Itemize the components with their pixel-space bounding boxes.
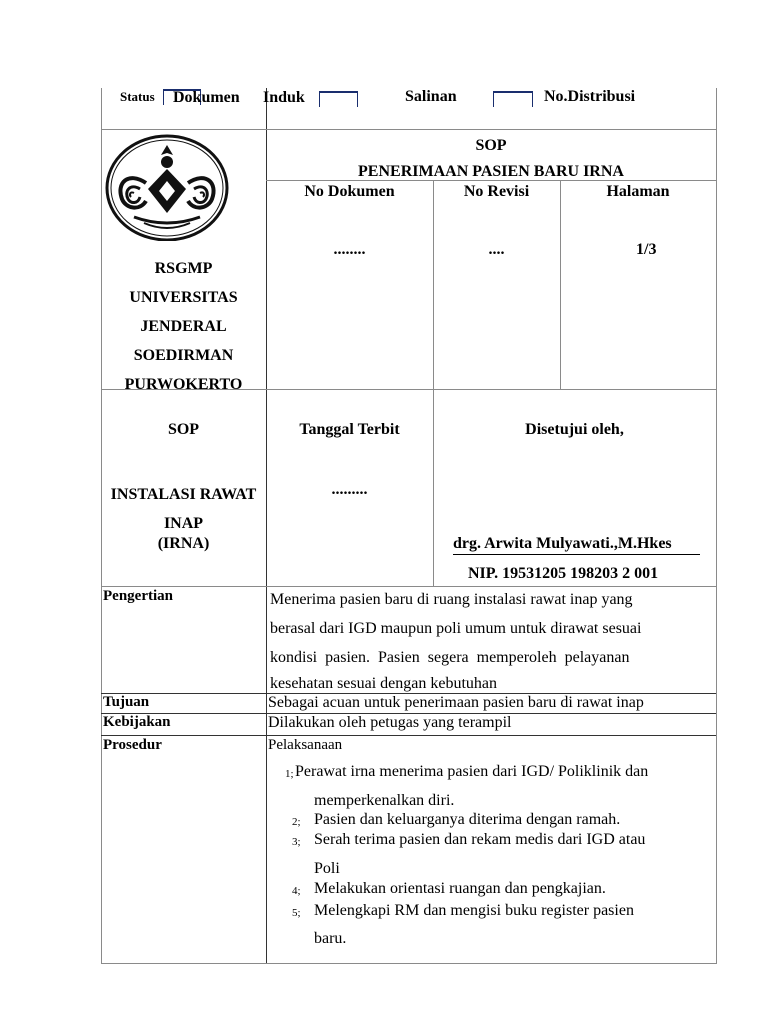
sop-label: SOP	[475, 137, 507, 154]
university-logo-icon	[104, 131, 234, 241]
unit-line: INSTALASI RAWAT	[110, 486, 257, 503]
institution-line: PURWOKERTO	[124, 376, 243, 393]
step-text: Melakukan orientasi ruangan dan pengkajian.	[314, 880, 606, 897]
institution-line: UNIVERSITAS	[129, 289, 238, 306]
unit-abbreviation: (IRNA)	[157, 535, 210, 552]
pengertian-text	[270, 585, 714, 696]
institution-name	[101, 254, 266, 399]
step-text: Perawat irna menerima pasien dari IGD/ Poliklinik dan	[295, 763, 649, 780]
pengertian-line: kesehatan sesuai dengan kebutuhan	[270, 675, 498, 692]
dokumen-label: Dokumen	[173, 89, 240, 106]
document-title: PENERIMAAN PASIEN BARU IRNA	[358, 163, 624, 180]
step-number: 5;	[292, 907, 301, 919]
halaman-value: 1/3	[636, 241, 657, 258]
step-text-continued: Poli	[314, 860, 340, 877]
salinan-label: Salinan	[405, 88, 457, 105]
step-text-continued: baru.	[314, 930, 347, 947]
unit-name	[101, 480, 266, 538]
prosedur-label: Prosedur	[103, 737, 162, 753]
step-number: 2;	[292, 816, 301, 828]
kebijakan-text: Dilakukan oleh petugas yang terampil	[268, 714, 512, 731]
pengertian-line: Menerima pasien baru di ruang instalasi rawat inap yang	[270, 591, 633, 608]
university-logo	[104, 131, 234, 241]
step-number: 4;	[292, 885, 301, 897]
status-label: Status	[120, 89, 155, 104]
approver-name: drg. Arwita Mulyawati.,M.Hkes	[453, 535, 672, 552]
no-revisi-value: ....	[488, 241, 505, 258]
step-text-continued: memperkenalkan diri.	[314, 792, 455, 809]
pengertian-line: kondisi pasien. Pasien segera memperoleh pelayanan	[270, 649, 630, 666]
institution-line: JENDERAL	[140, 318, 227, 335]
approver-nip: NIP. 19531205 198203 2 001	[468, 565, 659, 582]
no-dokumen-value: ........	[333, 241, 366, 258]
unit-line: INAP	[163, 515, 204, 532]
no-revisi-label: No Revisi	[463, 183, 530, 200]
step-text: Melengkapi RM dan mengisi buku register pasien	[314, 902, 634, 919]
signature-line	[453, 554, 700, 555]
prosedur-heading: Pelaksanaan	[268, 737, 343, 753]
step-number: 3;	[292, 836, 301, 848]
institution-line: SOEDIRMAN	[133, 347, 234, 364]
induk-checkbox	[319, 91, 358, 107]
step-text: Pasien dan keluarganya diterima dengan ramah.	[314, 811, 621, 828]
kebijakan-label: Kebijakan	[103, 714, 171, 730]
pengertian-line: berasal dari IGD maupun poli umum untuk dirawat sesuai	[270, 620, 642, 637]
halaman-label: Halaman	[606, 183, 670, 200]
step-number: 1;	[285, 768, 294, 780]
induk-label: Induk	[263, 89, 305, 106]
tujuan-text: Sebagai acuan untuk penerimaan pasien baru di rawat inap	[268, 694, 644, 711]
step-text: Serah terima pasien dan rekam medis dari IGD atau	[314, 831, 646, 848]
approval-sop-label: SOP	[167, 421, 200, 438]
tujuan-label: Tujuan	[103, 694, 150, 710]
institution-line: RSGMP	[154, 260, 213, 277]
salinan-checkbox	[493, 91, 533, 107]
sop-title-block	[266, 133, 716, 185]
no-distribusi-label: No.Distribusi	[544, 88, 636, 105]
pengertian-label: Pengertian	[103, 588, 173, 604]
tanggal-terbit-value: .........	[331, 481, 368, 498]
tanggal-terbit-label: Tanggal Terbit	[299, 421, 400, 438]
disetujui-label: Disetujui oleh,	[525, 421, 624, 438]
no-dokumen-label: No Dokumen	[304, 183, 395, 200]
